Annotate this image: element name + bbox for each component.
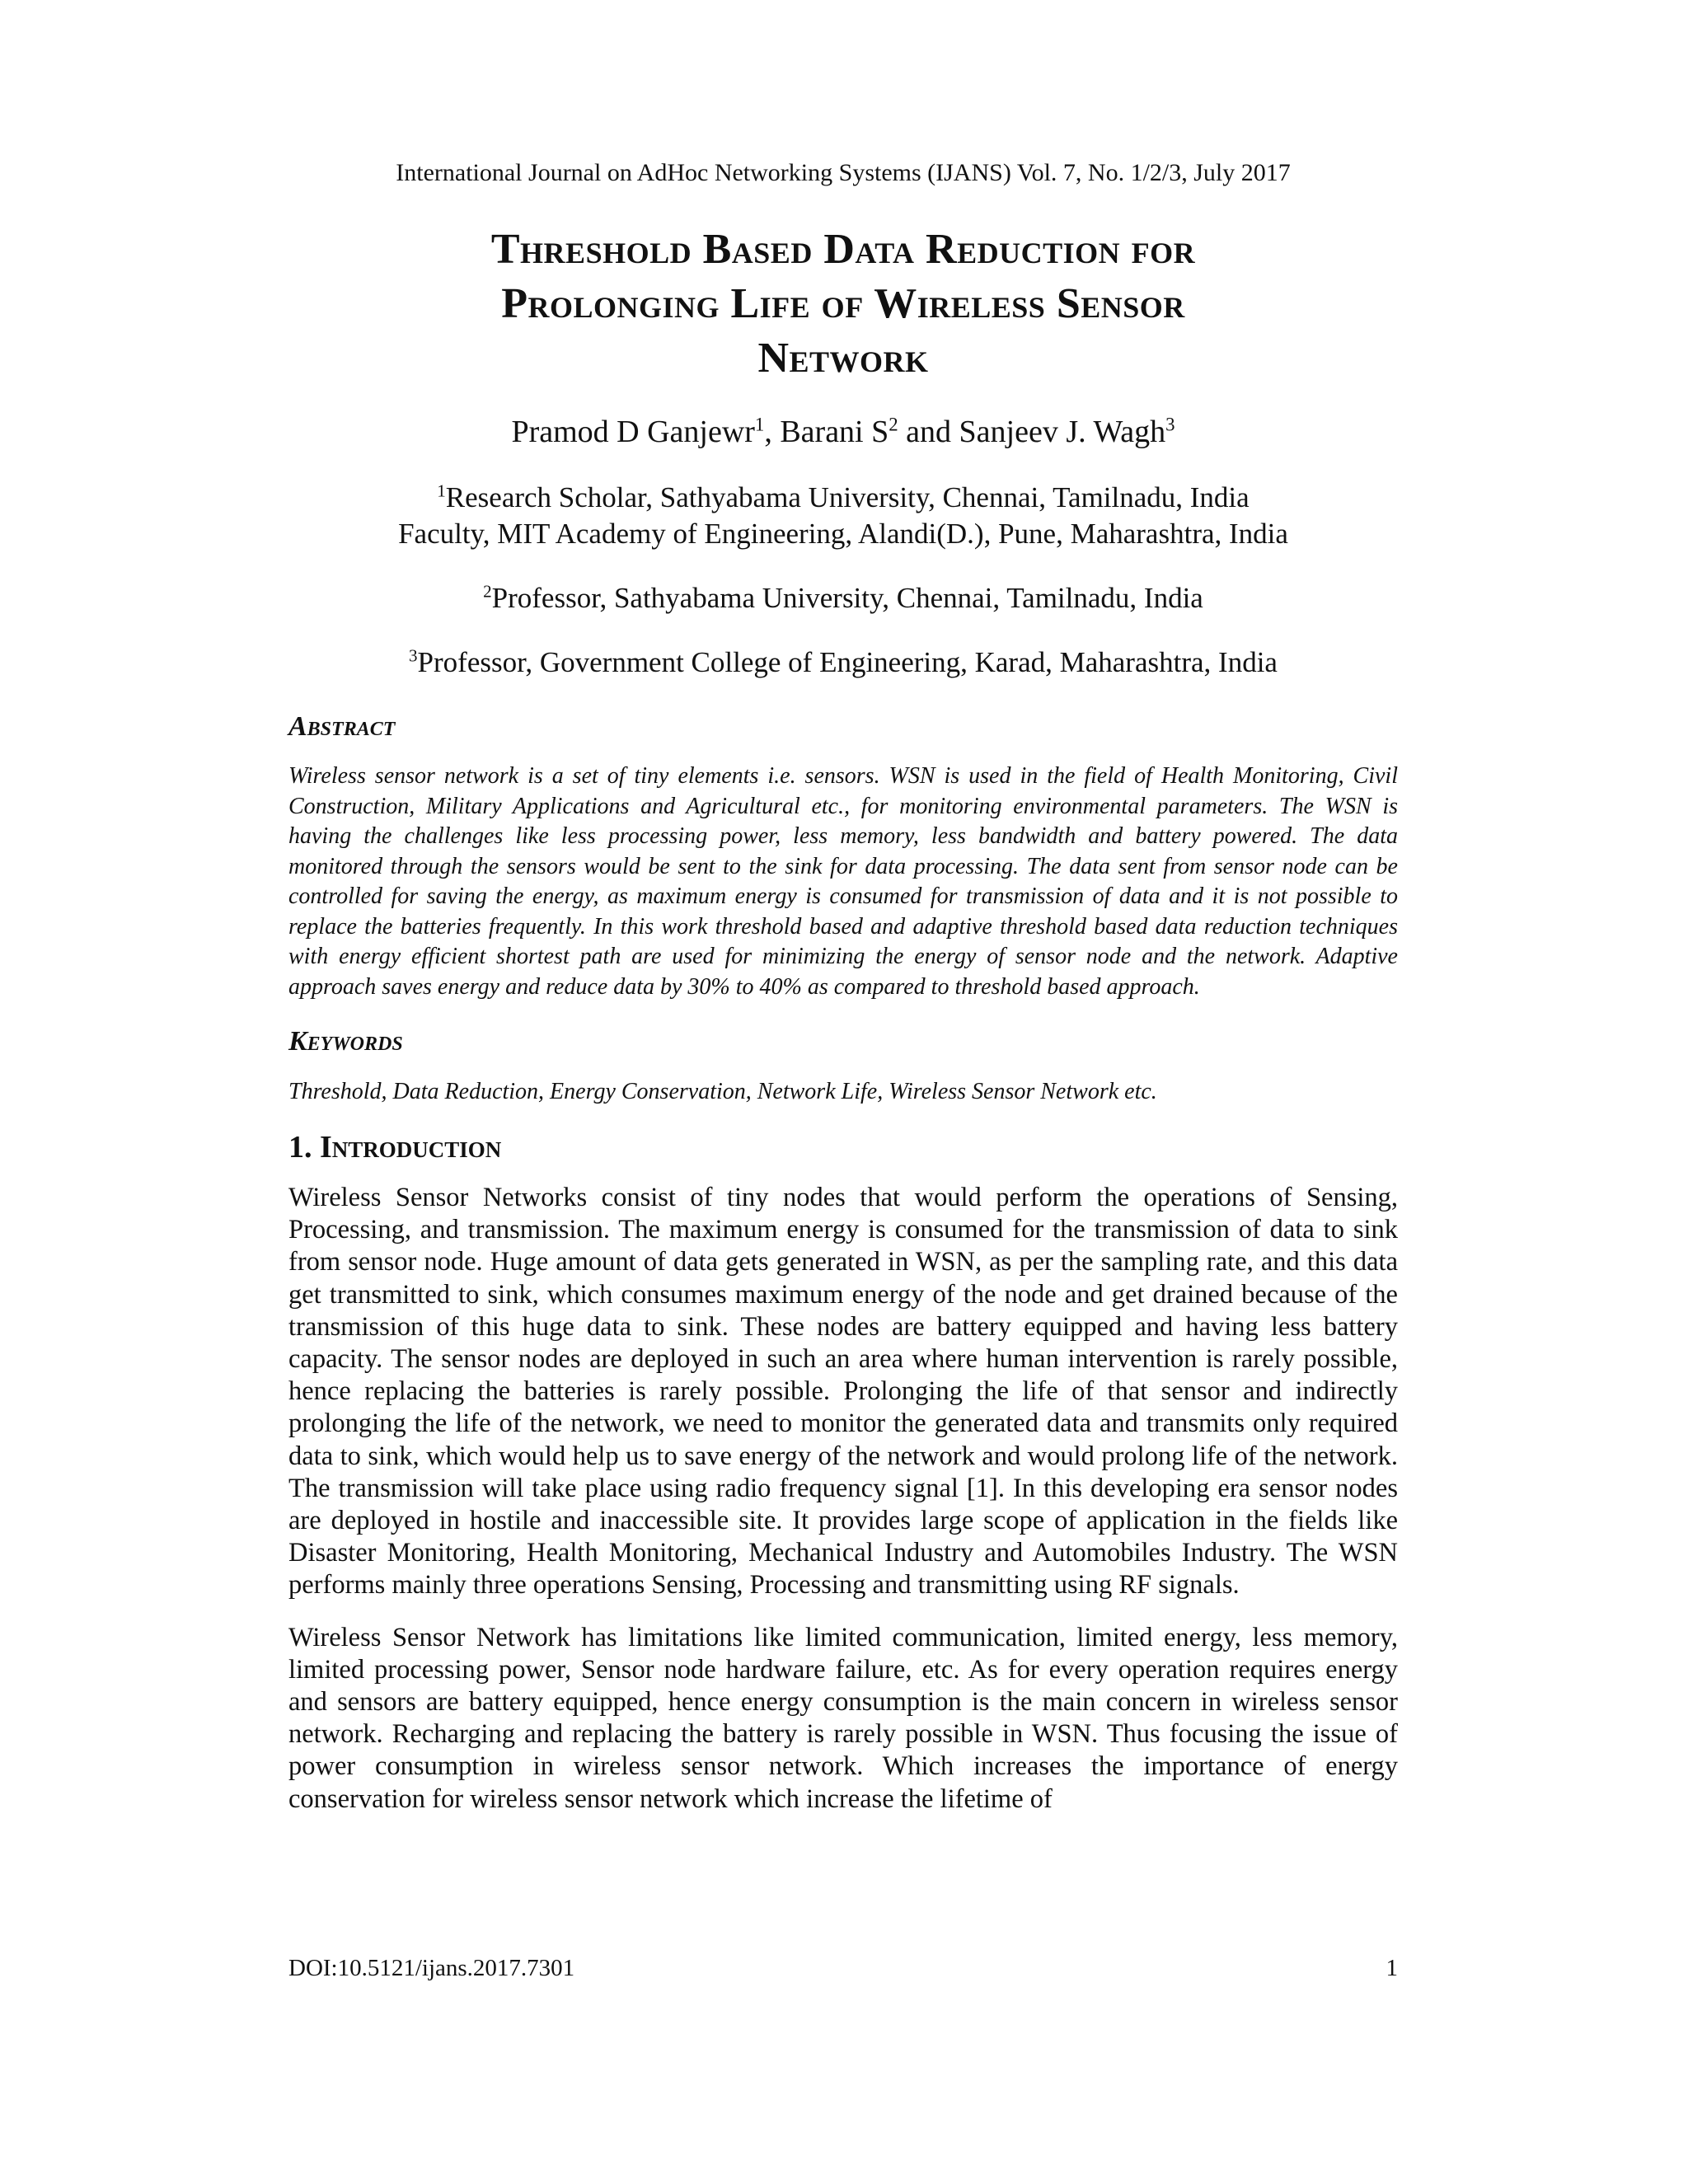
affiliation-3-line-1: Professor, Government College of Engineering, Karad, Maharashtra, India [417, 646, 1278, 678]
title-line-1: Threshold Based Data Reduction for [490, 226, 1196, 273]
title-line-2: Prolonging Life of Wireless Sensor [501, 280, 1185, 327]
affiliation-1 [288, 480, 1398, 552]
page-footer [288, 1952, 1398, 1985]
abstract-text: Wireless sensor network is a set of tiny elements i.e. sensors. WSN is used in the field of Health Monitoring, Civil Construction, Military Applications and Agricultural etc., for monitoring environmental parameters. The WSN is having the challenges like less processing power, less memory, less bandwidth and battery powered. The data monitored through the sensors would be sent to the sink for data processing. The data sent from sensor node can be controlled for saving the energy, as maximum energy is consumed for transmission of data and it is not possible to replace the batteries frequently. In this work threshold based and adaptive threshold based data reduction techniques with energy efficient shortest path are used for minimizing the energy of sensor node and the network. Adaptive approach saves energy and reduce data by 30% to 40% as compared to threshold based approach. [288, 763, 1398, 1000]
author-separator-1: , [764, 415, 781, 449]
journal-header: International Journal on AdHoc Networking Systems (IJANS) Vol. 7, No. 1/2/3, July 2017 [396, 159, 1291, 186]
page-content [288, 157, 1398, 1835]
doi-text: DOI:10.5121/ijans.2017.7301 [288, 1955, 575, 1981]
affiliation-2-mark: 2 [483, 581, 492, 602]
author-3: Sanjeev J. Wagh [959, 415, 1166, 449]
author-1-affil-mark: 1 [754, 414, 765, 435]
introduction-paragraph-1: Wireless Sensor Networks consist of tiny nodes that would perform the operations of Sensing, Processing, and transmission. The maximum energy is consumed for the transmission of data to sink from sensor node. Huge amount of data gets generated in WSN, as per the sampling rate, and this data get transmitted to sink, which consumes maximum energy of the node and get drained because of the transmission of this huge data to sink. These nodes are battery equipped and having less battery capacity. The sensor nodes are deployed in such an area where human intervention is rarely possible, hence replacing the batteries is rarely possible. Prolonging the life of that sensor and indirectly prolonging the life of the network, we need to monitor the generated data and transmits only required data to sink, which would help us to save energy of the network and would prolong life of the network. The transmission will take place using radio frequency signal [1]. In this developing era sensor nodes are deployed in hostile and inaccessible site. It provides large scope of application in the fields like Disaster Monitoring, Health Monitoring, Mechanical Industry and Automobiles Industry. The WSN performs mainly three operations Sensing, Processing and transmitting using RF signals. [288, 1183, 1398, 1601]
title-line-3: Network [757, 335, 929, 382]
author-separator-2: and [898, 415, 959, 449]
keywords-heading: Keywords [288, 1026, 403, 1057]
abstract-heading: Abstract [288, 711, 396, 742]
author-1: Pramod D Ganjewr [511, 415, 755, 449]
affiliation-2-line-1: Professor, Sathyabama University, Chennai, Tamilnadu, India [491, 582, 1203, 614]
affiliation-3 [288, 644, 1398, 681]
author-2: Barani S [780, 415, 889, 449]
paper-title [288, 223, 1398, 386]
keywords-text: Threshold, Data Reduction, Energy Conservation, Network Life, Wireless Sensor Network etc. [288, 1079, 1157, 1104]
affiliation-2 [288, 580, 1398, 616]
affiliation-1-mark: 1 [437, 480, 446, 501]
author-2-affil-mark: 2 [889, 414, 898, 435]
author-3-affil-mark: 3 [1165, 414, 1175, 435]
affiliation-1-line-2: Faculty, MIT Academy of Engineering, Alandi(D.), Pune, Maharashtra, India [398, 518, 1288, 550]
affiliation-3-mark: 3 [409, 645, 418, 666]
page-number: 1 [1386, 1955, 1398, 1981]
introduction-paragraph-2: Wireless Sensor Network has limitations like limited communication, limited energy, less memory, limited processing power, Sensor node hardware failure, etc. As for every operation requires energy and sensors are battery equipped, hence energy consumption is the main concern in wireless sensor network. Recharging and replacing the battery is rarely possible in WSN. Thus focusing the issue of power consumption in wireless sensor network. Which increases the importance of energy conservation for wireless sensor network which increase the lifetime of [288, 1622, 1398, 1814]
introduction-heading: 1. Introduction [288, 1130, 502, 1165]
author-list [288, 410, 1398, 453]
affiliation-1-line-1: Research Scholar, Sathyabama University, Chennai, Tamilnadu, India [445, 481, 1250, 513]
